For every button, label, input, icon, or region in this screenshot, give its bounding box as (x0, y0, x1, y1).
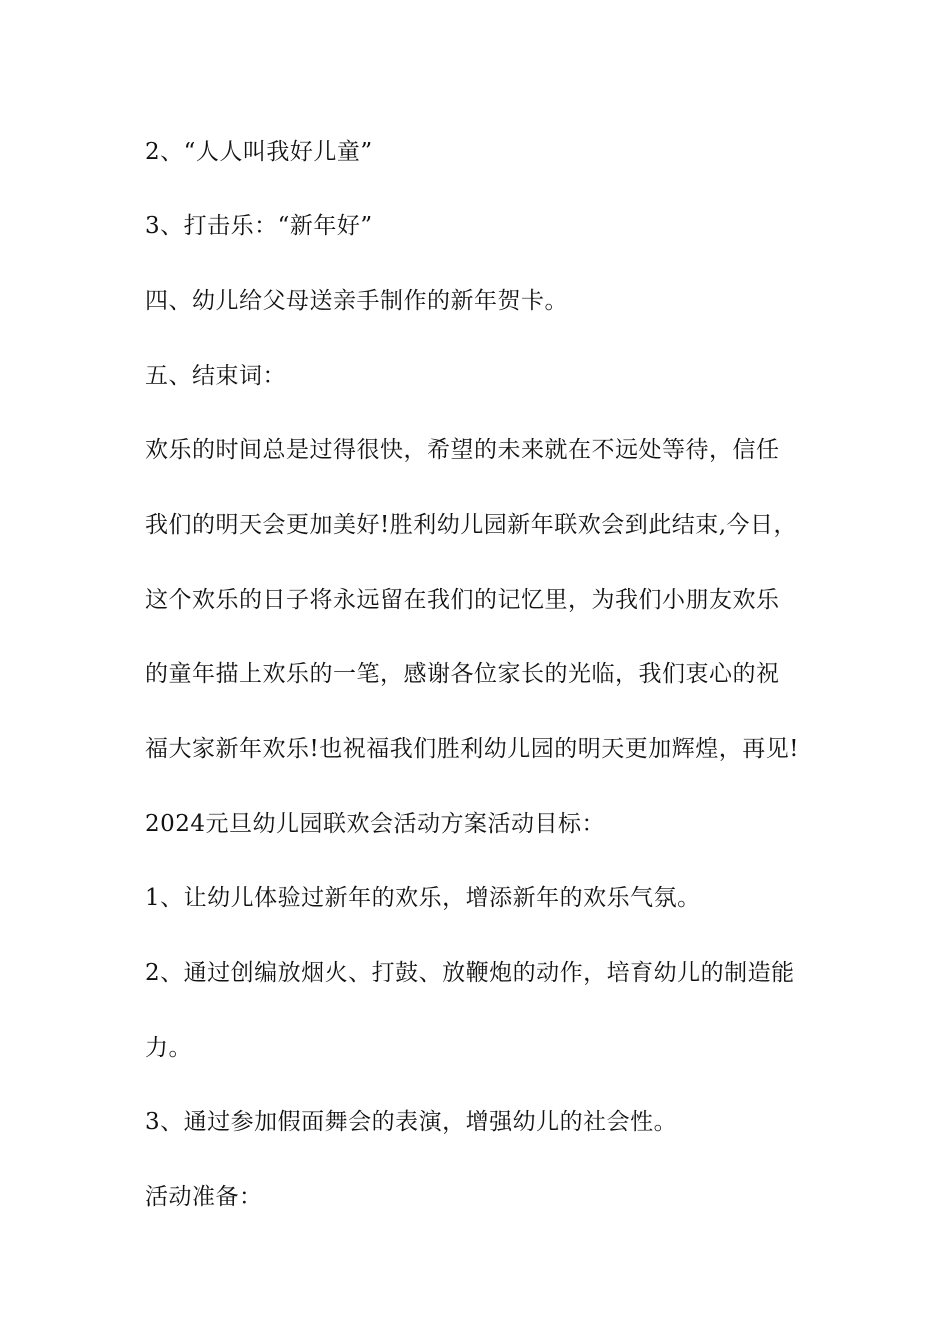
paragraph-line: 这个欢乐的日子将永远留在我们的记忆里，为我们小朋友欢乐 (145, 587, 780, 613)
section-heading: 五、结束词： (145, 363, 286, 389)
list-item: 1、让幼儿体验过新年的欢乐，增添新年的欢乐气氛。 (145, 885, 701, 911)
list-item-continuation: 力。 (145, 1035, 192, 1061)
paragraph-line: 福大家新年欢乐!也祝福我们胜利幼儿园的明天更加辉煌，再见! (145, 736, 799, 762)
section-title: 2024元旦幼儿园联欢会活动方案活动目标： (145, 811, 606, 837)
text-line: 四、幼儿给父母送亲手制作的新年贺卡。 (145, 288, 568, 314)
paragraph-line: 我们的明天会更加美好!胜利幼儿园新年联欢会到此结束,今日， (145, 512, 798, 538)
list-item: 2、通过创编放烟火、打鼓、放鞭炮的动作，培育幼儿的制造能 (145, 960, 795, 986)
text-line: 3、打击乐：“新年好” (145, 213, 373, 239)
section-heading: 活动准备： (145, 1184, 263, 1210)
paragraph-line: 欢乐的时间总是过得很快，希望的未来就在不远处等待，信任 (145, 437, 780, 463)
list-item: 3、通过参加假面舞会的表演，增强幼儿的社会性。 (145, 1109, 678, 1135)
paragraph-line: 的童年描上欢乐的一笔，感谢各位家长的光临，我们衷心的祝 (145, 661, 780, 687)
text-line: 2、“人人叫我好儿童” (145, 139, 373, 165)
